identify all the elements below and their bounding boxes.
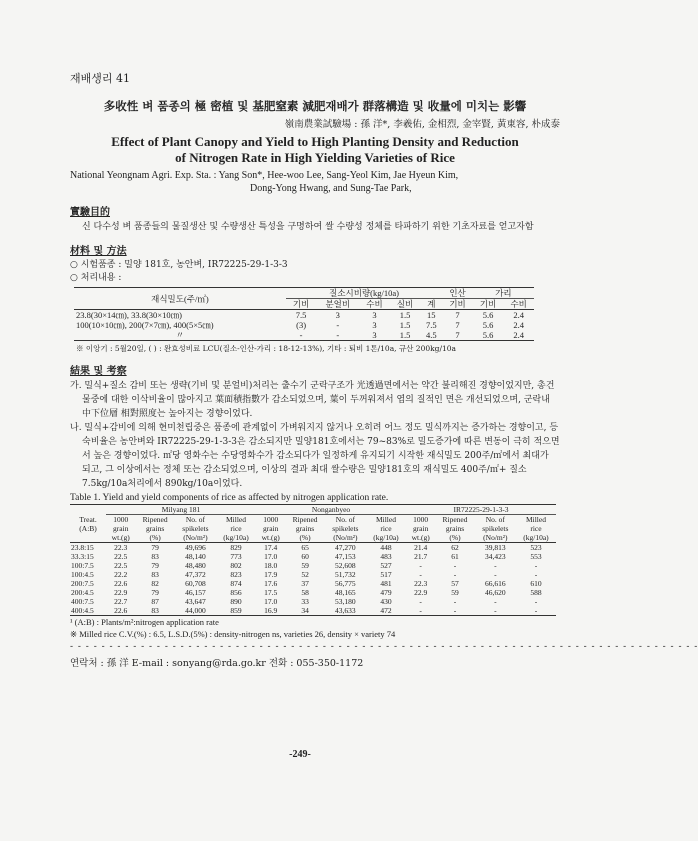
component-header-line: 1000	[413, 515, 429, 524]
value-cell: 66,616	[485, 579, 506, 588]
value-cell: 34,423	[485, 552, 506, 561]
component-header-line: grain	[412, 524, 429, 533]
component-header-line: No. of	[185, 515, 205, 524]
yield-row	[70, 543, 556, 553]
component-header-line: Ripened	[442, 515, 468, 524]
rate-cell: 1.5	[399, 320, 411, 330]
component-header	[285, 515, 324, 543]
value-cell: 59	[301, 561, 309, 570]
component-header	[135, 515, 174, 543]
rate-cell: -	[336, 320, 340, 330]
value-cell: 51,732	[335, 570, 356, 579]
methods-item-treatments: ○ 처리내용 :	[70, 273, 122, 283]
yield-row	[70, 588, 556, 597]
table-footnote-2: ※ Milled rice C.V.(%) : 6.5, L.S.D.(5%) : density-nitrogen ns, varieties 26, density × variety 74	[70, 629, 396, 639]
treatment-table	[74, 287, 534, 341]
value-cell: 79	[151, 561, 159, 570]
value-cell: 856	[230, 588, 242, 597]
treatment-cell: 33.3:15	[71, 552, 94, 561]
value-cell: 553	[530, 552, 542, 561]
value-cell: -	[534, 597, 538, 606]
value-cell: 17.5	[264, 588, 278, 597]
subheader: 수비	[510, 299, 527, 309]
component-header-line: wt.(g)	[111, 533, 130, 542]
yield-row	[70, 552, 556, 561]
rate-cell: 3	[372, 330, 377, 340]
component-header	[475, 515, 516, 543]
component-header-line: 1000	[263, 515, 279, 524]
value-cell: -	[494, 606, 497, 615]
yield-row	[70, 579, 556, 588]
value-cell: 22.7	[114, 597, 128, 606]
value-cell: -	[419, 561, 422, 570]
yield-row	[70, 570, 556, 579]
page-number: -249-	[289, 749, 311, 760]
title-english-line-2: of Nitrogen Rate in High Yielding Varieties of Rice	[175, 150, 455, 165]
value-cell: 823	[230, 570, 242, 579]
treatment-cell: 200:4.5	[71, 588, 94, 597]
value-cell: 21.7	[414, 552, 428, 561]
value-cell: 874	[230, 579, 242, 588]
value-cell: 22.3	[414, 579, 428, 588]
value-cell: -	[534, 570, 538, 579]
value-cell: 79	[151, 543, 159, 552]
title-english	[70, 134, 560, 166]
value-cell: 610	[530, 579, 542, 588]
variety-header: IR72225-29-1-3-3	[406, 505, 556, 515]
variety-header: Milyang 181	[106, 505, 256, 515]
treatment-cell: 100:4.5	[71, 570, 94, 579]
value-cell: 87	[151, 597, 159, 606]
rate-cell: 2.4	[513, 310, 524, 320]
value-cell: 43,647	[185, 597, 206, 606]
rate-cell: 5.6	[482, 330, 494, 340]
component-header	[175, 515, 216, 543]
value-cell: 21.4	[414, 543, 428, 552]
component-header-line: grains	[295, 524, 315, 533]
treatment-cell: 400:4.5	[71, 606, 94, 615]
value-cell: -	[534, 561, 538, 570]
authors-english	[70, 169, 560, 195]
value-cell: 83	[151, 606, 159, 615]
component-header-line: rice	[380, 524, 392, 533]
component-header	[516, 515, 556, 543]
component-header-line: (kg/10a)	[523, 533, 549, 542]
rate-cell: 15	[427, 310, 436, 320]
value-cell: 79	[151, 588, 159, 597]
table-caption: Table 1. Yield and yield components of rice as affected by nitrogen application rate.	[70, 493, 389, 503]
value-cell: -	[419, 570, 422, 579]
component-header-line: (%)	[149, 533, 161, 542]
treat-sublabel: (A:B)	[79, 523, 97, 533]
component-header-line: (No/m²)	[183, 533, 208, 542]
value-cell: 44,000	[185, 606, 206, 615]
component-header	[406, 515, 435, 543]
value-cell: 48,480	[185, 561, 206, 570]
variety-header: Nonganbyeo	[256, 505, 406, 515]
value-cell: 22.3	[114, 543, 128, 552]
value-cell: -	[419, 597, 422, 606]
treat-header	[70, 505, 106, 543]
component-header-line: grains	[445, 524, 465, 533]
rate-cell: 5.6	[482, 320, 494, 330]
component-header-line: Ripened	[292, 515, 318, 524]
component-header	[216, 515, 256, 543]
component-header-line: grain	[113, 524, 129, 533]
title-korean: 多收性 벼 품종의 極 密植 및 基肥窒素 減肥재배가 群落構造 및 收量에 미치는 影響	[103, 99, 527, 113]
treatment-cell: 400:7.5	[71, 597, 94, 606]
yield-row	[70, 606, 556, 616]
value-cell: -	[494, 570, 497, 579]
value-cell: 47,153	[335, 552, 356, 561]
rate-cell: 3	[335, 310, 340, 320]
rate-cell: 1.5	[399, 310, 411, 320]
value-cell: 17.0	[264, 597, 278, 606]
component-header-line: wt.(g)	[261, 533, 280, 542]
treatment-cell: 23.8:15	[71, 543, 94, 552]
component-header	[366, 515, 406, 543]
value-cell: 22.5	[114, 561, 128, 570]
component-header	[435, 515, 474, 543]
rate-cell: 7.5	[425, 320, 437, 330]
value-cell: 83	[151, 552, 159, 561]
value-cell: 49,696	[185, 543, 206, 552]
value-cell: 56,775	[335, 579, 356, 588]
value-cell: 16.9	[264, 606, 278, 615]
treatment-cell: 100:7.5	[71, 561, 94, 570]
value-cell: 17.0	[264, 552, 278, 561]
treat-label: Treat.	[79, 514, 97, 524]
rate-cell: 3	[372, 320, 377, 330]
purpose-text: 신 다수성 벼 품종들의 물질생산 및 수량생산 특성을 구명하여 쌀 수량성 정체를 타파하기 위한 기초자료를 얻고자함	[82, 222, 534, 232]
component-header	[256, 515, 285, 543]
value-cell: 22.6	[114, 579, 128, 588]
value-cell: -	[494, 561, 497, 570]
value-cell: 65	[301, 543, 309, 552]
authors-english-line-2: Dong-Yong Hwang, and Sung-Tae Park,	[250, 183, 412, 194]
value-cell: 527	[380, 561, 392, 570]
component-header-line: (kg/10a)	[223, 533, 249, 542]
component-header-line: Milled	[375, 515, 396, 524]
value-cell: 52,608	[335, 561, 356, 570]
subheader: 분얼비	[325, 299, 351, 309]
value-cell: 39,813	[485, 543, 506, 552]
value-cell: 47,270	[335, 543, 356, 552]
contact-info: 연락처 : 孫 洋 E-mail : sonyang@rda.go.kr 전화 : 055-350-1172	[70, 658, 364, 669]
value-cell: -	[453, 570, 457, 579]
treatment-row	[74, 320, 534, 330]
component-header	[106, 515, 135, 543]
value-cell: 48,165	[335, 588, 356, 597]
value-cell: -	[494, 597, 497, 606]
value-cell: -	[419, 606, 422, 615]
methods-heading: 材料 및 方法	[70, 246, 127, 257]
phosphate-header: 인산	[442, 288, 473, 299]
rate-cell: 7.5	[295, 310, 307, 320]
component-header-line: Milled	[226, 515, 247, 524]
treatment-row	[74, 310, 534, 321]
subheader: 기비	[292, 299, 310, 309]
value-cell: 773	[230, 552, 242, 561]
value-cell: 61	[451, 552, 459, 561]
treatment-row	[74, 330, 534, 341]
subheader: 기비	[479, 299, 497, 309]
component-header-line: spikelets	[182, 524, 209, 533]
treatment-note: ※ 이앙기 : 5월20일, ( ) : 완효성비료 LCU(질소-인산-가리 : 18-12-13%), 기타 : 퇴비 1톤/10a, 규산 200kg/10a	[76, 344, 457, 353]
component-header-line: (kg/10a)	[373, 533, 399, 542]
value-cell: 57	[451, 579, 459, 588]
treatment-cell: 200:7.5	[71, 579, 94, 588]
rate-cell: 4.5	[425, 330, 437, 340]
component-header-line: Ripened	[142, 515, 168, 524]
value-cell: 523	[530, 543, 542, 552]
value-cell: 22.2	[114, 570, 128, 579]
rate-cell: 2.4	[513, 320, 524, 330]
result-item-a: 가. 밀식+질소 감비 또는 생략(기비 및 분얼비)처리는 출수기 군락구조가 光透過면에서는 약간 불리해진 경향이었지만, 총건물중에 대한 이삭비율이 많아지고 葉面積指數가 감소되었으며, 葉이 두꺼워져서 엽의 질적인 면은 개선되었으며, 군락내 中下位層 相對照度는 높아지는 경향이었다.	[70, 381, 555, 419]
component-header-line: No. of	[485, 515, 505, 524]
value-cell: 17.9	[264, 570, 278, 579]
density-cell: 23.8(30×14㎝), 33.8(30×10㎝)	[76, 310, 182, 320]
component-header-line: spikelets	[482, 524, 509, 533]
component-header-line: 1000	[113, 515, 129, 524]
rate-cell: 7	[455, 330, 460, 340]
value-cell: 481	[380, 579, 392, 588]
rate-cell: -	[336, 330, 340, 340]
rate-cell: 7	[455, 320, 460, 330]
yield-row	[70, 597, 556, 606]
value-cell: 22.9	[414, 588, 428, 597]
rate-cell: 5.6	[482, 310, 494, 320]
value-cell: 588	[530, 588, 542, 597]
value-cell: 802	[230, 561, 242, 570]
value-cell: 18.0	[264, 561, 278, 570]
value-cell: 60	[301, 552, 309, 561]
rate-cell: 7	[455, 310, 460, 320]
value-cell: 22.5	[114, 552, 128, 561]
value-cell: 58	[301, 588, 309, 597]
value-cell: 17.6	[264, 579, 278, 588]
value-cell: 479	[380, 588, 392, 597]
value-cell: 46,620	[485, 588, 506, 597]
value-cell: 47,372	[185, 570, 206, 579]
yield-row	[70, 561, 556, 570]
value-cell: -	[453, 597, 457, 606]
component-header-line: Milled	[525, 515, 546, 524]
component-header-line: rice	[230, 524, 242, 533]
title-english-line-1: Effect of Plant Canopy and Yield to High Planting Density and Reduction	[111, 134, 519, 149]
authors-korean: 嶺南農業試驗場 : 孫 洋*, 李羲佑, 金相烈, 金宰賢, 黃東容, 朴成泰	[284, 119, 560, 130]
subheader: 실비	[396, 299, 414, 309]
value-cell: 34	[301, 606, 309, 615]
value-cell: 22.9	[114, 588, 128, 597]
value-cell: 22.6	[114, 606, 128, 615]
value-cell: 483	[380, 552, 392, 561]
component-header-line: rice	[530, 524, 542, 533]
value-cell: -	[453, 606, 457, 615]
component-header-line: No. of	[335, 515, 355, 524]
value-cell: 33	[301, 597, 309, 606]
value-cell: 59	[451, 588, 459, 597]
value-cell: 17.4	[264, 543, 278, 552]
component-header-line: (No/m²)	[483, 533, 508, 542]
component-header	[325, 515, 366, 543]
component-header-line: (%)	[449, 533, 461, 542]
component-header-line: (%)	[299, 533, 311, 542]
value-cell: 859	[230, 606, 242, 615]
potash-header: 가리	[473, 288, 534, 299]
value-cell: 48,140	[185, 552, 206, 561]
value-cell: 517	[380, 570, 392, 579]
component-header-line: grain	[262, 524, 279, 533]
value-cell: 62	[451, 543, 459, 552]
value-cell: 43,633	[335, 606, 356, 615]
rate-cell: 2.4	[513, 330, 524, 340]
result-item-b: 나. 밀식+감비에 의해 현미천립중은 품종에 관계없이 가벼워지지 않거나 오히려 어느 정도 밀식까지는 증가하는 경향이고, 등숙비율은 농안벼와 IR72225-29-1-3-3은 감소되지만 밀양181호에서는 79~83%로 밀도증가에 따른 변동이 극히 적으면서 높은 경향이었다. ㎡당 영화수는 수당영화수가 감소되다가 일정하게 유지되기 시작한 재식밀도 200주/㎡에서 최대가 되고, 그 이상에서는 정체 또는 감소되었으며, 이상의 결과 최대 쌀수량은 밀양181호의 재식밀도 400주/㎡+ 질소7.5kg/10a처리에서 890kg/10a이었다.	[70, 423, 560, 489]
density-cell: 100(10×10㎝), 200(7×7㎝), 400(5×5㎝)	[76, 320, 214, 330]
value-cell: 829	[230, 543, 242, 552]
component-header-line: wt.(g)	[411, 533, 430, 542]
subheader: 기비	[449, 299, 466, 309]
value-cell: -	[453, 561, 457, 570]
value-cell: 890	[230, 597, 242, 606]
table-footnote-1: ¹ (A:B) : Plants/m²:nitrogen application rate	[70, 617, 219, 627]
subheader: 계	[427, 299, 436, 309]
session-label: 재배생리 41	[70, 72, 130, 85]
authors-english-line-1: National Yeongnam Agri. Exp. Sta. : Yang Son*, Hee-woo Lee, Sang-Yeol Kim, Jae Hyeun Kim,	[70, 170, 459, 181]
subheader: 수비	[366, 299, 383, 309]
value-cell: 430	[380, 597, 392, 606]
rate-cell: -	[299, 330, 303, 340]
value-cell: 52	[301, 570, 309, 579]
value-cell: 60,708	[185, 579, 206, 588]
value-cell: -	[534, 606, 538, 615]
value-cell: 83	[151, 570, 159, 579]
purpose-heading: 實驗目的	[70, 207, 110, 218]
methods-item-varieties: ○ 시험품종 : 밀양 181호, 농안벼, IR72225-29-1-3-3	[70, 260, 288, 270]
value-cell: 46,157	[185, 588, 206, 597]
value-cell: 472	[380, 606, 392, 615]
value-cell: 448	[380, 543, 392, 552]
rate-cell: 1.5	[399, 330, 411, 340]
rate-cell: 3	[372, 310, 377, 320]
value-cell: 82	[151, 579, 159, 588]
component-header-line: spikelets	[332, 524, 359, 533]
value-cell: 37	[301, 579, 309, 588]
density-header: 재식밀도(주/㎡)	[74, 288, 286, 310]
nitrogen-header: 질소시비량(kg/10a)	[286, 288, 442, 299]
yield-table	[70, 504, 556, 616]
value-cell: 53,180	[335, 597, 356, 606]
component-header-line: (No/m²)	[333, 533, 358, 542]
density-cell: 〃	[175, 330, 185, 340]
component-header-line: grains	[145, 524, 165, 533]
results-heading: 結果 및 考察	[70, 366, 127, 377]
separator-line: - - - - - - - - - - - - - - - - - - - - - - - - - - - - - - - - - - - - - - - - - - - - - - - - - - - - - - - - - - - - - - - - - - - - - - - - - - - - - - - -	[70, 642, 698, 652]
rate-cell: (3)	[296, 320, 307, 330]
